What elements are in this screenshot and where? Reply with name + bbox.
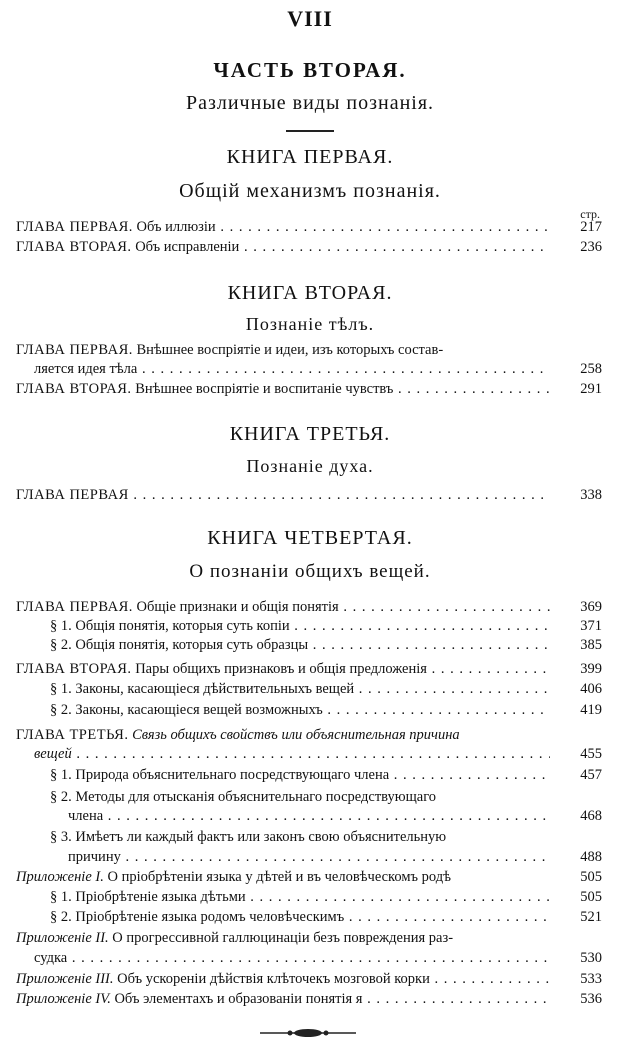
toc-entry bbox=[0, 789, 620, 809]
book-1-subtitle: Общій механизмъ познанія. bbox=[179, 180, 441, 202]
section-rule bbox=[286, 130, 334, 132]
toc-entry bbox=[0, 909, 620, 929]
entry-head: ГЛАВА ПЕРВАЯ. bbox=[16, 599, 133, 615]
entry-text-line1: Имѣетъ ли каждый фактъ или законъ свою объяснительную bbox=[75, 829, 447, 845]
toc-entry-continuation bbox=[0, 849, 620, 869]
toc-entry bbox=[0, 991, 620, 1011]
entry-page: 457 bbox=[580, 767, 602, 783]
entry-head: § 2. bbox=[50, 909, 72, 925]
toc-entry bbox=[0, 971, 620, 991]
entry-head: § 3. bbox=[50, 829, 72, 845]
entry-page: 217 bbox=[580, 219, 602, 235]
entry-head: Приложеніе I. bbox=[16, 869, 104, 885]
entry-page: 536 bbox=[580, 991, 602, 1007]
toc-entry bbox=[0, 930, 620, 950]
entry-text: Объ элементахъ и образованіи понятія я bbox=[114, 991, 363, 1007]
entry-page: 258 bbox=[580, 361, 602, 377]
entry-page: 521 bbox=[580, 909, 602, 925]
entry-text: Общія понятія, которыя суть образцы bbox=[75, 637, 309, 653]
toc-entry-continuation bbox=[0, 950, 620, 970]
entry-text: Общіе признаки и общія понятія bbox=[136, 599, 339, 615]
entry-head: ГЛАВА ПЕРВАЯ. bbox=[16, 342, 133, 358]
toc-entry bbox=[0, 681, 620, 701]
entry-page: 533 bbox=[580, 971, 602, 987]
toc-entry bbox=[0, 727, 620, 747]
toc-entry bbox=[0, 618, 620, 638]
entry-text-line1: Внѣшнее воспріятіе и идеи, изъ которыхъ состав- bbox=[136, 342, 444, 358]
entry-text: Пары общихъ признаковъ и общія предложенія bbox=[135, 661, 427, 677]
entry-page: 369 bbox=[580, 599, 602, 615]
entry-head: Приложеніе II. bbox=[16, 930, 109, 946]
toc-entry bbox=[0, 767, 620, 787]
toc-entry-continuation bbox=[0, 746, 620, 766]
entry-head: ГЛАВА ВТОРАЯ. bbox=[16, 381, 132, 397]
entry-head: ГЛАВА ВТОРАЯ. bbox=[16, 239, 132, 255]
entry-text-line2: ляется идея тѣла bbox=[34, 361, 138, 377]
toc-entry bbox=[0, 487, 620, 507]
toc-entry-continuation bbox=[0, 361, 620, 381]
toc-entry bbox=[0, 219, 620, 239]
entry-text: Объ исправленіи bbox=[135, 239, 240, 255]
entry-text: Объ ускореніи дѣйствія клѣточекъ мозговой корки bbox=[117, 971, 430, 987]
entry-page: 291 bbox=[580, 381, 602, 397]
toc-entry bbox=[0, 702, 620, 722]
entry-text: Внѣшнее воспріятіе и воспитаніе чувствъ bbox=[135, 381, 394, 397]
entry-head: § 1. bbox=[50, 618, 72, 634]
entry-page: 455 bbox=[580, 746, 602, 762]
page-column-label: стр. bbox=[580, 207, 600, 221]
entry-text: Пріобрѣтеніе языка дѣтьми bbox=[75, 889, 246, 905]
toc-entry bbox=[0, 889, 620, 909]
entry-head: § 1. bbox=[50, 767, 72, 783]
entry-head: § 2. bbox=[50, 637, 72, 653]
toc-entry bbox=[0, 637, 620, 657]
page-number: VIII bbox=[287, 6, 333, 31]
book-4-title: КНИГА ЧЕТВЕРТАЯ. bbox=[207, 527, 413, 549]
entry-page: 236 bbox=[580, 239, 602, 255]
entry-text: Законы, касающіеся дѣйствительныхъ вещей bbox=[75, 681, 355, 697]
entry-text-line2: судка bbox=[34, 950, 68, 966]
entry-text: Общія понятія, которыя суть копіи bbox=[75, 618, 290, 634]
part-subtitle: Различные виды познанія. bbox=[185, 92, 435, 114]
end-ornament-icon bbox=[258, 1026, 358, 1040]
entry-head: Приложеніе III. bbox=[16, 971, 114, 987]
entry-page: 338 bbox=[580, 487, 602, 503]
entry-page: 406 bbox=[580, 681, 602, 697]
entry-head: § 1. bbox=[50, 681, 72, 697]
entry-head: ГЛАВА ПЕРВАЯ bbox=[16, 487, 129, 503]
entry-text: Законы, касающіеся вещей возможныхъ bbox=[75, 702, 323, 718]
entry-page: 371 bbox=[580, 618, 602, 634]
entry-page: 468 bbox=[580, 808, 602, 824]
entry-text-line2: члена bbox=[68, 808, 104, 824]
entry-text: Пріобрѣтеніе языка родомъ человѣческимъ bbox=[75, 909, 345, 925]
entry-text: Объ иллюзіи bbox=[136, 219, 216, 235]
entry-page: 419 bbox=[580, 702, 602, 718]
entry-head: § 1. bbox=[50, 889, 72, 905]
book-2-title: КНИГА ВТОРАЯ. bbox=[227, 282, 393, 304]
book-3-title: КНИГА ТРЕТЬЯ. bbox=[229, 423, 391, 445]
entry-text-line1: О прогрессивной галлюцинаціи безъ повреждения раз- bbox=[112, 930, 454, 946]
toc-entry bbox=[0, 661, 620, 681]
entry-page: 399 bbox=[580, 661, 602, 677]
toc-entry bbox=[0, 869, 620, 889]
entry-head: ГЛАВА ТРЕТЬЯ. bbox=[16, 727, 129, 743]
entry-text-line2: вещей bbox=[34, 746, 72, 762]
entry-page: 530 bbox=[580, 950, 602, 966]
entry-text: О пріобрѣтеніи языка у дѣтей и въ человѣческомъ родѣ bbox=[107, 869, 451, 885]
entry-text: Природа объяснительнаго посредствующаго члена bbox=[75, 767, 390, 783]
toc-entry bbox=[0, 381, 620, 401]
toc-entry bbox=[0, 239, 620, 259]
part-title: ЧАСТЬ ВТОРАЯ. bbox=[213, 58, 407, 82]
book-1-title: КНИГА ПЕРВАЯ. bbox=[226, 146, 394, 168]
entry-head: § 2. bbox=[50, 702, 72, 718]
entry-head: ГЛАВА ВТОРАЯ. bbox=[16, 661, 132, 677]
book-4-subtitle: О познаніи общихъ вещей. bbox=[189, 561, 431, 582]
entry-head: ГЛАВА ПЕРВАЯ. bbox=[16, 219, 133, 235]
toc-entry bbox=[0, 829, 620, 849]
book-3-subtitle: Познаніе духа. bbox=[246, 456, 374, 476]
book-2-subtitle: Познаніе тѣлъ. bbox=[245, 314, 375, 334]
toc-entry-continuation bbox=[0, 808, 620, 828]
toc-entry bbox=[0, 342, 620, 362]
entry-page: 505 bbox=[580, 869, 602, 885]
entry-head: § 2. bbox=[50, 789, 72, 805]
entry-page: 385 bbox=[580, 637, 602, 653]
entry-head: Приложеніе IV. bbox=[16, 991, 111, 1007]
entry-page: 505 bbox=[580, 889, 602, 905]
entry-text-line1: Связь общихъ свойствъ или объяснительная причина bbox=[132, 727, 460, 743]
toc-entry bbox=[0, 599, 620, 619]
entry-page: 488 bbox=[580, 849, 602, 865]
entry-text-line2: причину bbox=[68, 849, 121, 865]
entry-text-line1: Методы для отысканія объяснительнаго посредствующаго bbox=[75, 789, 437, 805]
